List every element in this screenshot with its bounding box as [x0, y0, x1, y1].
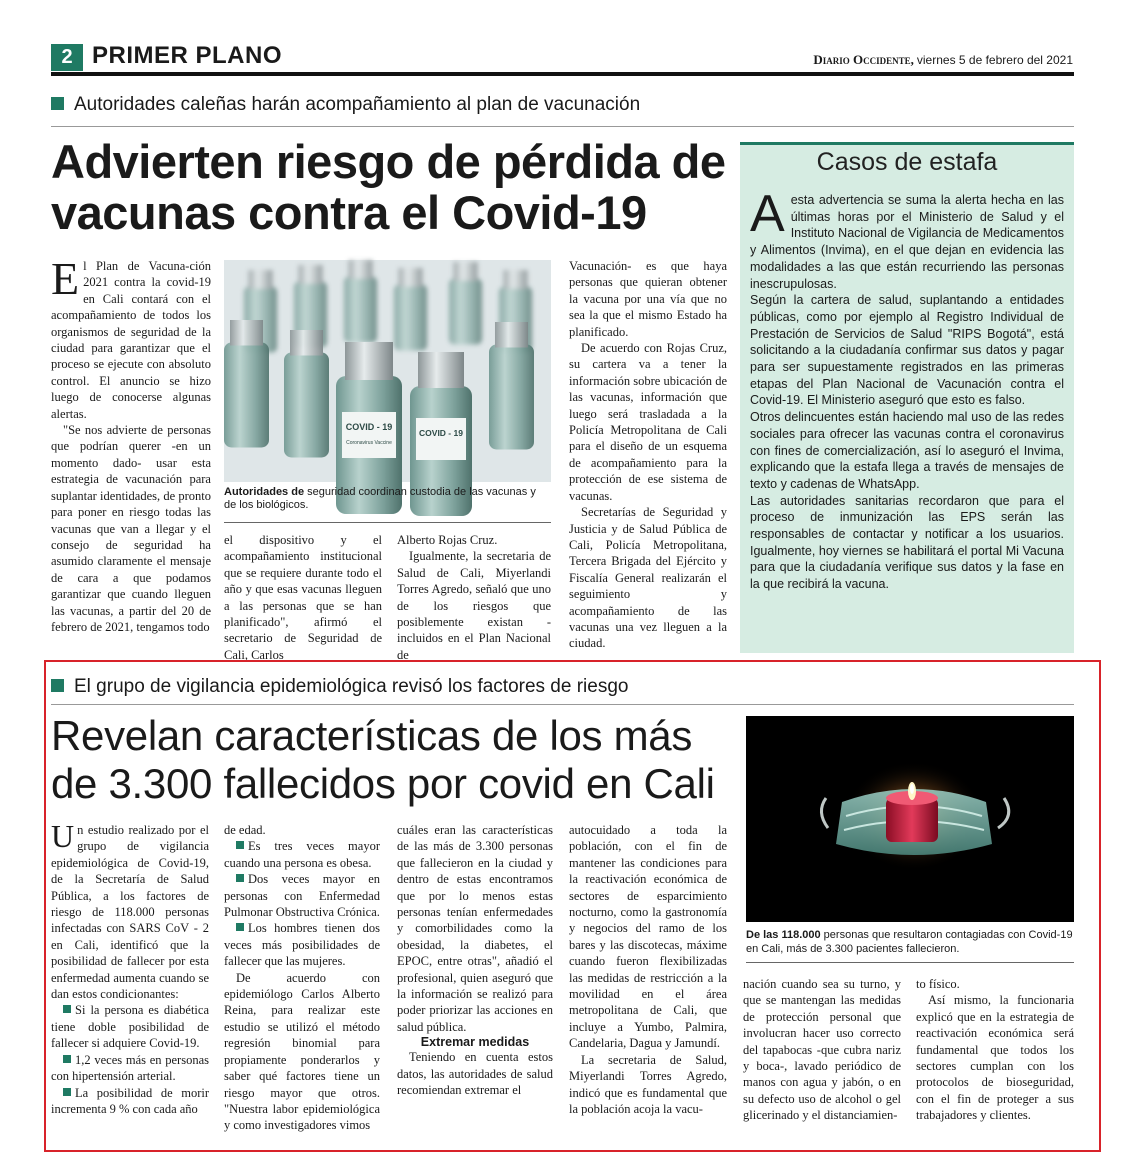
story1-photo-caption — [224, 486, 551, 512]
story2-col6-p2: Así mismo, la funcionaria explicó que en la estrategia de reactivación económica será fundamental que todos los sectores cumplan con los protocolos de bioseguridad, con el fin de proteger a sus trabajadores y clientes. — [916, 993, 1074, 1123]
story2-column-2 — [224, 822, 380, 1132]
bullet-icon — [236, 874, 244, 882]
vial-label-2: COVID - 19 — [419, 428, 463, 438]
issue-date: viernes 5 de febrero del 2021 — [916, 53, 1073, 67]
story2-col2-b2: Dos veces mayor en personas con Enfermedad Pulmonar Obstructiva Crónica. — [224, 872, 380, 920]
story2-col3-p2: Teniendo en cuenta estos datos, las autoridades de salud recomiendan extremar el — [397, 1050, 553, 1098]
story1-dropcap: E — [51, 253, 80, 304]
story2-col1-b3: La posibilidad de morir incrementa 9 % con cada año — [51, 1085, 209, 1116]
story2-headline: Revelan características de los más de 3.300 fallecidos por covid en Cali — [51, 712, 715, 807]
kicker-rule — [51, 126, 1074, 127]
story2-column-4 — [569, 822, 727, 1132]
story2-col6-p1: to físico. — [916, 977, 960, 991]
caption1-rest: seguridad coordinan custodia de las vacunas y de los biológicos. — [224, 486, 536, 511]
story2-kicker-text: El grupo de vigilancia epidemiológica revisó los factores de riesgo — [74, 676, 629, 697]
story2-col1-b2: 1,2 veces más en personas con hipertensión arterial. — [51, 1052, 209, 1084]
story1-column-4 — [569, 258, 727, 650]
story2-col1-p1: n estudio realizado por el grupo de vigilancia epidemiológica de Covid-19, de la Secretaría de Salud Pública, a los factores de riesgo de 118.000 personas infectadas con SARS CoV - 2 en Cali, identificó que la posibilidad de fallecer por esta enfermedad aumenta cuando se dan estos condicionantes: — [51, 823, 209, 1002]
story2-column-3 — [397, 822, 553, 1132]
kicker-square-icon — [51, 679, 64, 692]
story2-col4-p1: autocuidado a toda la población, con el fin de mantener las condiciones para la reactivación económica de sectores de esparcimiento nocturno, como la gastronomía y negocios del ramo de los bares y las discotecas, máxime cuando fueron flexibilizadas las medidas de restricción a la movilidad en el área metropolitana de Cali, que incluye a Yumbo, Palmira, Candelaria, Dagua y Jamundí. — [569, 823, 727, 1051]
caption2-bold: De las 118.000 — [746, 929, 821, 941]
bullet-icon — [63, 1055, 71, 1063]
sidebar-dropcap: A — [750, 185, 785, 243]
story1-col2-text: el dispositivo y el acompañamiento institucional que se requiere durante todo el año y que esas vacunas lleguen a las personas que se han planificado", afirmó el secretario de Seguridad de Cali, Carlos — [224, 533, 382, 662]
story2-kicker — [51, 676, 628, 698]
kicker-square-icon — [51, 97, 64, 110]
story1-column-1 — [51, 253, 211, 650]
sidebar-p4: Las autoridades sanitarias recordaron que para el proceso de inmunización las EPS serán las responsables de contactar y notificar a los usuarios. Igualmente, hoy viernes se habilitará el portal Mi Vacuna para que la ciudadanía verifique sus datos y la fase en la que recibirá la vacuna. — [750, 493, 1064, 592]
bullet-icon — [63, 1088, 71, 1096]
sidebar-p1: esta advertencia se suma la alerta hecha en las últimas horas por el Ministerio de Salud y el Instituto Nacional de Vigilancia de Medicamentos y Alimentos (Invima), en el que dejan en evidencia las modalidades a las que están recurriendo las personas inescrupulosas. — [750, 193, 1064, 291]
vaccine-vials-photo — [224, 260, 551, 482]
candle-mask-photo — [746, 716, 1074, 922]
story2-col1-b1: Si la persona es diabética tiene doble posibilidad de fallecer si adquiere Covid-19. — [51, 1003, 209, 1051]
story2-col5-text: nación cuando sea su turno, y que se mantengan las medidas de protección personal que involucran hacer uso correcto del tapabocas -que cubra nariz y boca-, lavado periódico de manos con agua y jabón, o en su defecto uso de alcohol o gel glicerinado y el distanciamien- — [743, 977, 901, 1123]
bullet-icon — [236, 923, 244, 931]
bullet-icon — [236, 841, 244, 849]
caption2-rest: personas que resultaron contagiadas con Covid-19 en Cali, más de 3.300 pacientes fallecieron. — [746, 929, 1073, 955]
story1-kicker — [51, 94, 640, 116]
story2-col2-p1: de edad. — [224, 823, 266, 837]
vial-sublabel: Coronavirus Vaccine — [346, 440, 392, 446]
caption-rule — [224, 522, 551, 523]
story2-col4-p2: La secretaria de Salud, Miyerlandi Torres Agredo, indicó que es fundamental que la población acoja la vacu- — [569, 1052, 727, 1116]
story2-column-5 — [743, 976, 901, 1132]
story1-col1-p1: l Plan de Vacuna-ción 2021 contra la covid-19 en Cali contará con el acompañamiento de todos los organismos de seguridad de la ciudad para garantizar que el proceso se ejecute con absoluto control. El anuncio se hizo luego de conocerse algunas alertas. — [51, 259, 211, 421]
story2-column-6 — [916, 976, 1074, 1132]
story2-subhead: Extremar medidas — [420, 1035, 530, 1050]
paper-name: Diario Occidente, — [813, 52, 914, 67]
page-number: 2 — [51, 44, 83, 71]
header-rule — [51, 72, 1074, 76]
story1-column-2 — [224, 532, 382, 662]
sidebar-p3: Otros delincuentes están haciendo mal uso de las redes sociales para ofrecer las vacunas contra el coronavirus con fines de comercialización, así lo aseguró el Invima, explicando que la estafa llega a través de mensajes de texto y cadenas de WhatsApp. — [750, 410, 1064, 491]
sidebar-title: Casos de estafa — [816, 148, 998, 176]
story1-col3-p1: Alberto Rojas Cruz. — [397, 533, 498, 547]
kicker-rule-2 — [51, 704, 1074, 705]
story2-dropcap: U — [51, 818, 75, 854]
bullet-icon — [63, 1005, 71, 1013]
story2-col2-b3: Los hombres tienen dos veces más posibilidades de fallecer que las mujeres. — [224, 921, 380, 969]
story1-headline: Advierten riesgo de pérdida de vacunas contra el Covid-19 — [51, 135, 726, 239]
vial-label: COVID - 19 — [345, 422, 393, 432]
story1-kicker-text: Autoridades caleñas harán acompañamiento al plan de vacunación — [74, 94, 641, 115]
story1-col3-p2: Igualmente, la secretaria de Salud de Cali, Miyerlandi Torres Agredo, señaló que uno de los riesgos que posiblemente existan -incluidos en el Plan Nacional de — [397, 549, 551, 662]
story1-col4-p1: Vacunación- es que haya personas que quieran obtener la vacuna por una vía que no sea la que el mismo Estado ha planificado. — [569, 259, 727, 339]
sidebar-p2: Según la cartera de salud, suplantando a entidades públicas, como por ejemplo al Registro Individual de Prestación de Servicios de Salud "RIPS Bogotá", está solicitando a la ciudadanía confirmar sus datos y pagar para ser supuestamente registrados en las primeras etapas del Plan Nacional de Vacunación contra el Covid-19. El Ministerio aseguró que esto es falso. — [750, 293, 1064, 408]
story1-column-3 — [397, 532, 551, 662]
story1-col4-p2: De acuerdo con Rojas Cruz, su cartera va a tener la información sobre ubicación de las vacunas, información que luego será trasladada a la Policía Metropolitana de Cali para el diseño de un esquema de acompañamiento para la protección de ese sistema de vacunas. — [569, 341, 727, 503]
story2-col3-p1: cuáles eran las características de las más de 3.300 personas que fallecieron en la ciudad y dentro de estas encontramos que por lo menos estas personas tenían enfermedades y comorbilidades como la obesidad, la diabetes, el EPOC, entre otras", añadió el profesional, quien aseguró que la información se realizó para poder priorizar las acciones en salud pública. — [397, 823, 553, 1034]
masthead — [813, 52, 1073, 68]
caption-rule-2 — [746, 962, 1074, 963]
sidebar-body — [750, 185, 1064, 593]
story2-col2-p2: De acuerdo con epidemiólogo Carlos Alberto Reina, para realizar este estudio se utilizó el método regresión binomial para propiamente ponderarlos y saber qué factores tiene un riesgo mayor que otros. "Nuestra labor epidemiológica y como investigadores vimos — [224, 970, 380, 1133]
story1-col4-p3: Secretarías de Seguridad y Justicia y de Salud Pública de Cali, Policía Metropolitana, Tercera Brigada del Ejército y Fiscalía General realizarán el seguimiento y acompañamiento de las vacunas una vez lleguen a la ciudad. — [569, 505, 727, 651]
story1-col1-p2: "Se nos advierte de personas que podrían querer -en un momento dado- usar esta estrategia de vacunación para suplantar identidades, de pronto para poner en riesgo todas las vacunas que van a llegar y el consejo de seguridad ha asumido claramente el mensaje de cara a que podamos garantizar que cuando lleguen las vacunas, a partir del 20 de febrero de 2021, tengamos todo — [51, 423, 211, 634]
caption1-bold: Autoridades de — [224, 486, 305, 498]
story2-photo-caption — [746, 928, 1074, 956]
story2-column-1 — [51, 818, 209, 1132]
section-title: PRIMER PLANO — [92, 42, 283, 69]
story2-col2-b1: Es tres veces mayor cuando una persona es obesa. — [224, 839, 380, 870]
